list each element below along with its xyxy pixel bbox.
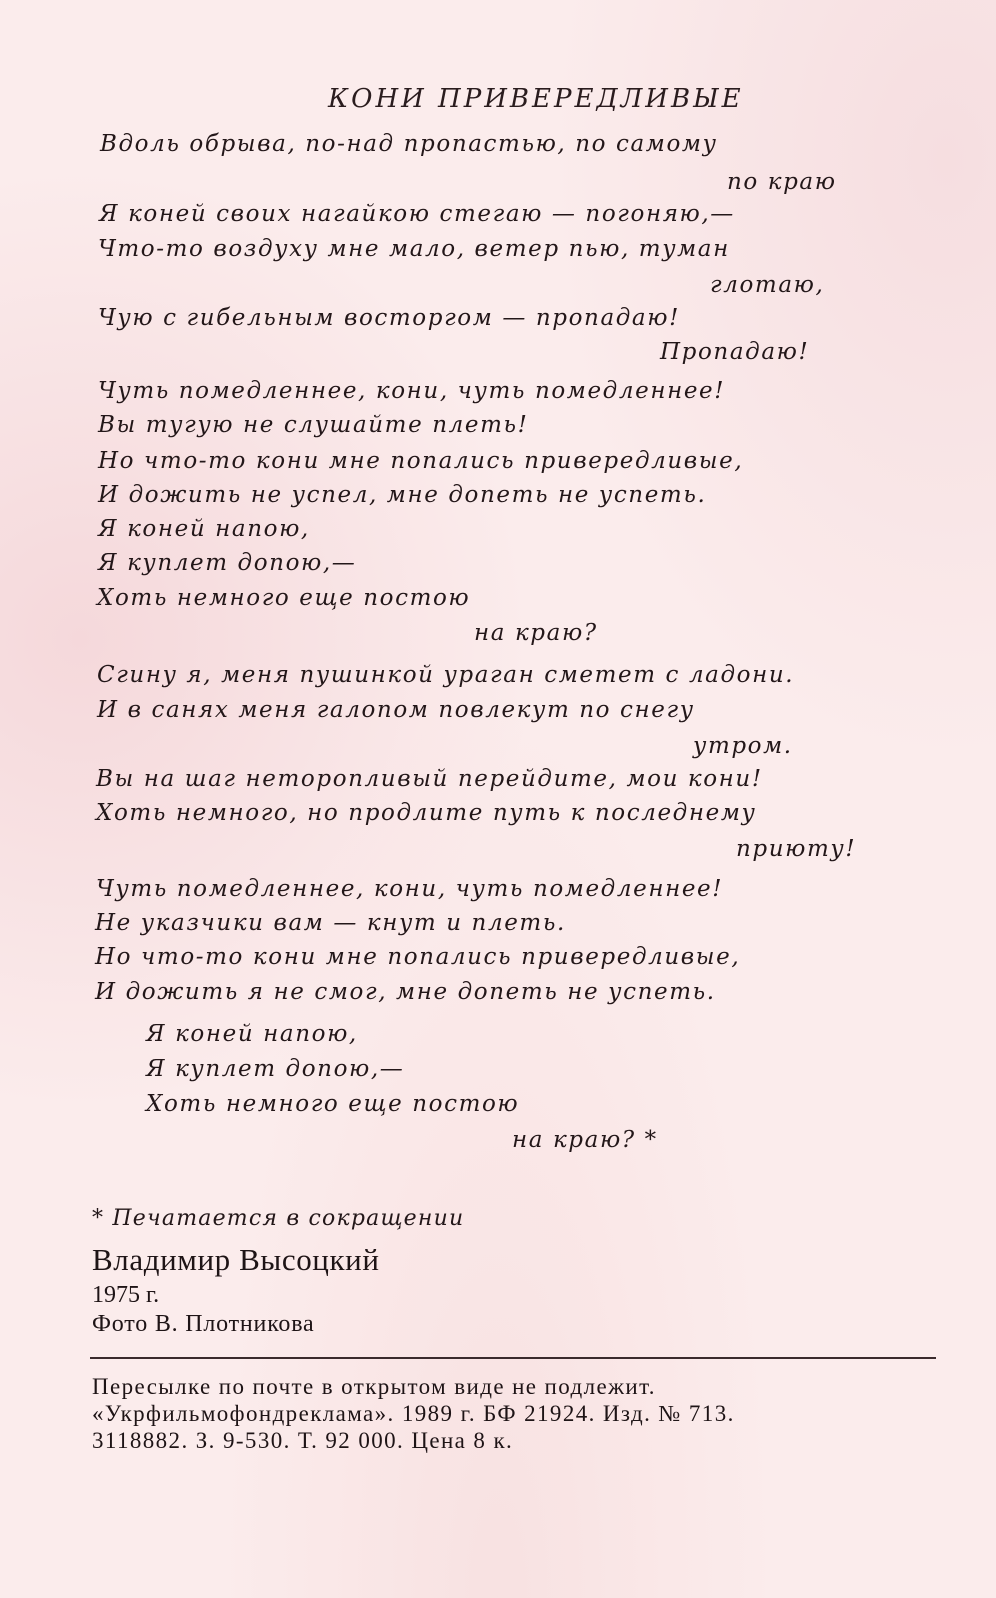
poem-line: Вы на шаг неторопливый перейдите, мои кони! <box>96 766 763 792</box>
poem-line: глотаю, <box>710 272 825 298</box>
poem-line: по краю <box>727 169 837 195</box>
poem-line: Пропадаю! <box>660 339 810 365</box>
photo-credit: Фото В. Плотникова <box>92 1311 315 1337</box>
imprint-line: 3118882. З. 9-530. Т. 92 000. Цена 8 к. <box>92 1428 514 1453</box>
poem-line: Я коней напою, <box>98 516 310 542</box>
poem-line: Сгину я, меня пушинкой ураган сметет с ладони. <box>97 662 795 688</box>
poem-line: Не указчики вам — кнут и плеть. <box>95 910 566 936</box>
poem-line: И дожить не успел, мне допеть не успеть. <box>98 482 707 508</box>
poem-line: Хоть немного еще постою <box>146 1091 520 1117</box>
poem-line: Чуть помедленнее, кони, чуть помедленнее! <box>98 378 726 404</box>
year: 1975 г. <box>92 1282 160 1308</box>
poem-line: И дожить я не смог, мне допеть не успеть. <box>95 979 716 1005</box>
poem-line: Чую с гибельным восторгом — пропадаю! <box>98 305 680 331</box>
poem-title: КОНИ ПРИВЕРЕДЛИВЫЕ <box>328 84 744 114</box>
poem-line: Вдоль обрыва, по-над пропастью, по самому <box>100 131 718 157</box>
poem-line: на краю? <box>474 620 598 646</box>
poem-line: Хоть немного, но продлите путь к последнему <box>96 800 757 826</box>
footnote: * Печатается в сокращении <box>92 1206 465 1231</box>
poem-line: Я куплет допою,— <box>98 550 357 576</box>
poem-line: утром. <box>693 733 793 759</box>
poem-line: Но что-то кони мне попались привередливые, <box>95 944 741 970</box>
poem-line: И в санях меня галопом повлекут по снегу <box>97 697 695 723</box>
divider <box>90 1357 936 1359</box>
imprint-line: Пересылке по почте в открытом виде не подлежит. <box>92 1374 656 1399</box>
poem-line: приюту! <box>736 836 857 862</box>
poem-line: Я коней своих нагайкою стегаю — погоняю,— <box>99 201 735 227</box>
imprint-line: «Укрфильмофондреклама». 1989 г. БФ 21924. Изд. № 713. <box>92 1401 735 1426</box>
poem-line: Вы тугую не слушайте плеть! <box>98 412 529 438</box>
poem-line: Хоть немного еще постою <box>97 585 471 611</box>
poem-line: Чуть помедленнее, кони, чуть помедленнее! <box>96 876 724 902</box>
poem-line: Я куплет допою,— <box>146 1056 405 1082</box>
author-name: Владимир Высоцкий <box>92 1242 380 1277</box>
poem-line: на краю? * <box>512 1127 658 1153</box>
poem-line: Я коней напою, <box>146 1021 358 1047</box>
poem-line: Что-то воздуху мне мало, ветер пью, туман <box>98 236 730 262</box>
poem-line: Но что-то кони мне попались привередливые, <box>98 448 744 474</box>
